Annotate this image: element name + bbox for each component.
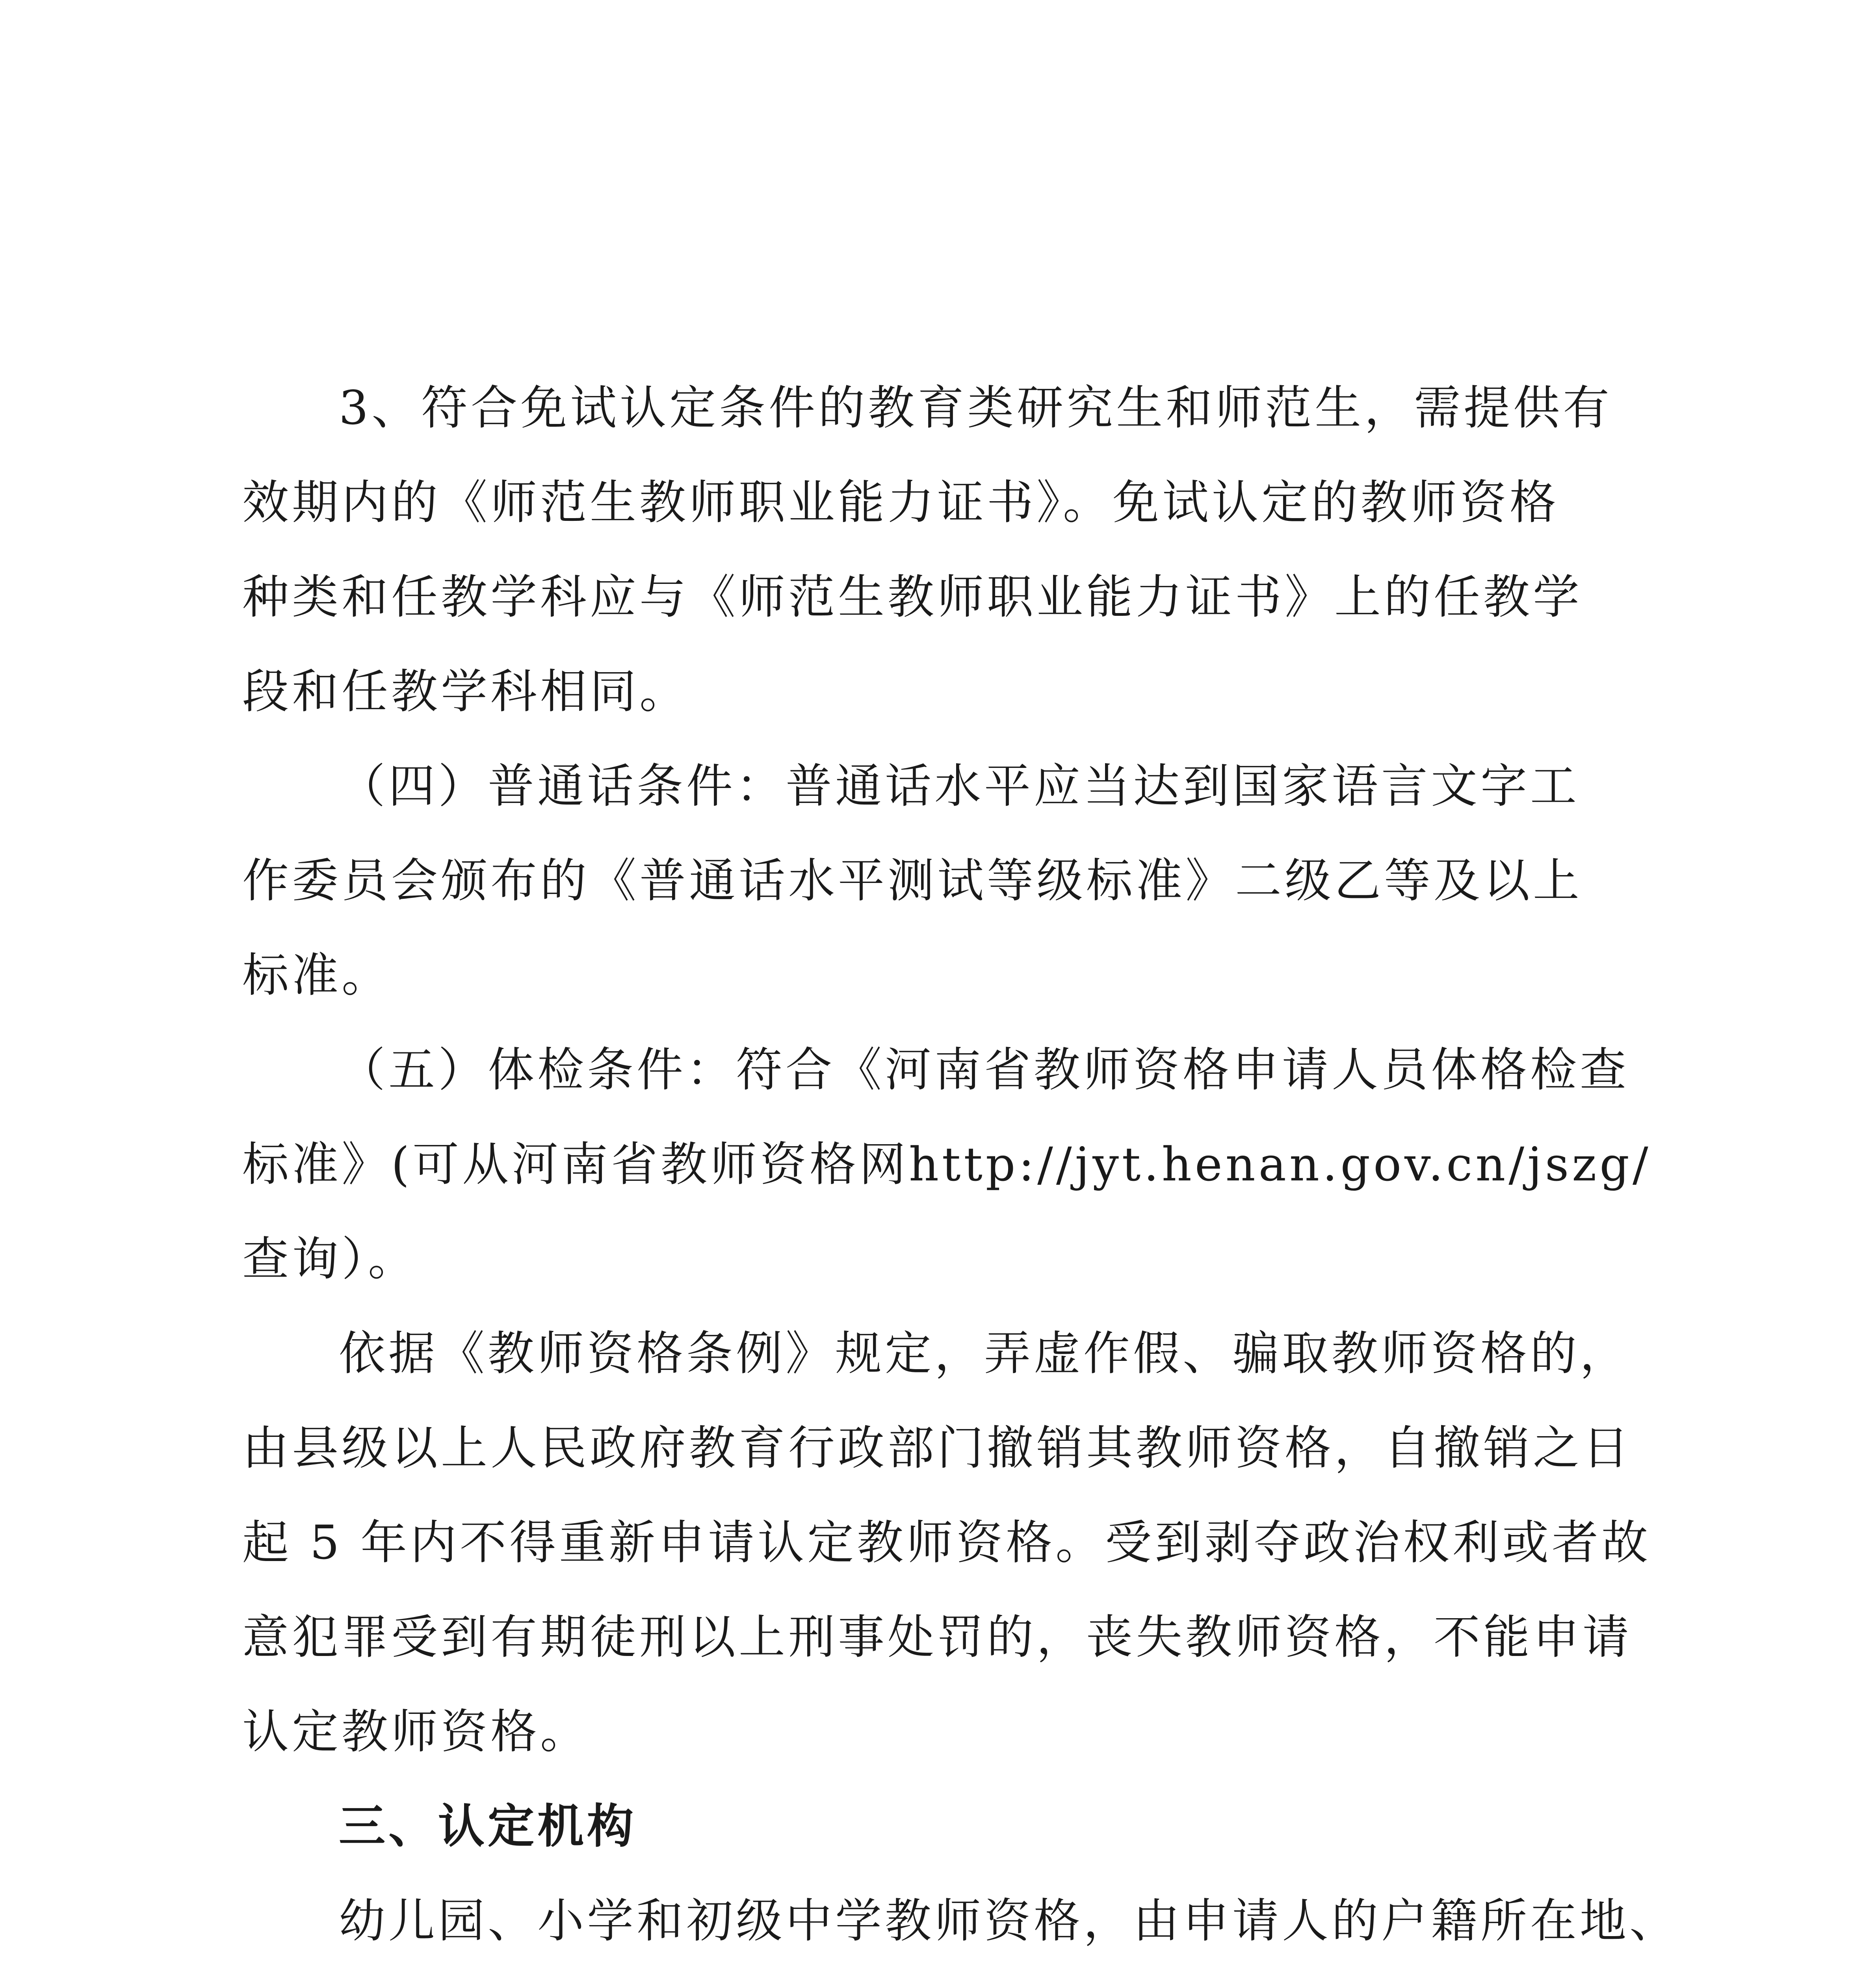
paragraph-line: 查询）。	[242, 1232, 418, 1286]
paragraph-line: 认定教师资格。	[242, 1704, 590, 1759]
paragraph-line: 意犯罪受到有期徒刑以上刑事处罚的，丧失教师资格，不能申请	[242, 1610, 1633, 1664]
paragraph-line: 段和任教学科相同。	[242, 664, 689, 719]
paragraph-line: 依据《教师资格条例》规定，弄虚作假、骗取教师资格的，	[339, 1326, 1630, 1381]
paragraph-line: （四）普通话条件：普通话水平应当达到国家语言文字工	[339, 759, 1580, 813]
paragraph-line: 起 5 年内不得重新申请认定教师资格。受到剥夺政治权利或者故	[242, 1515, 1651, 1570]
paragraph-line: 种类和任教学科应与《师范生教师职业能力证书》上的任教学	[242, 570, 1583, 624]
paragraph-line: 3、符合免试认定条件的教育类研究生和师范生，需提供有	[339, 381, 1613, 435]
paragraph-line: 由县级以上人民政府教育行政部门撤销其教师资格，自撤销之日	[242, 1421, 1633, 1475]
paragraph-line: 效期内的《师范生教师职业能力证书》。免试认定的教师资格	[242, 475, 1560, 530]
paragraph-line: 标准》(可从河南省教师资格网http://jyt.henan.gov.cn/jszg/	[242, 1137, 1651, 1191]
paragraph-line: 标准。	[242, 948, 392, 1002]
paragraph-line: 幼儿园、小学和初级中学教师资格，由申请人的户籍所在地、	[339, 1894, 1679, 1948]
paragraph-line: 作委员会颁布的《普通话水平测试等级标准》二级乙等及以上	[242, 853, 1583, 908]
paragraph-line: （五）体检条件：符合《河南省教师资格申请人员体格检查	[339, 1043, 1630, 1097]
section-heading: 三、认定机构	[339, 1799, 637, 1853]
